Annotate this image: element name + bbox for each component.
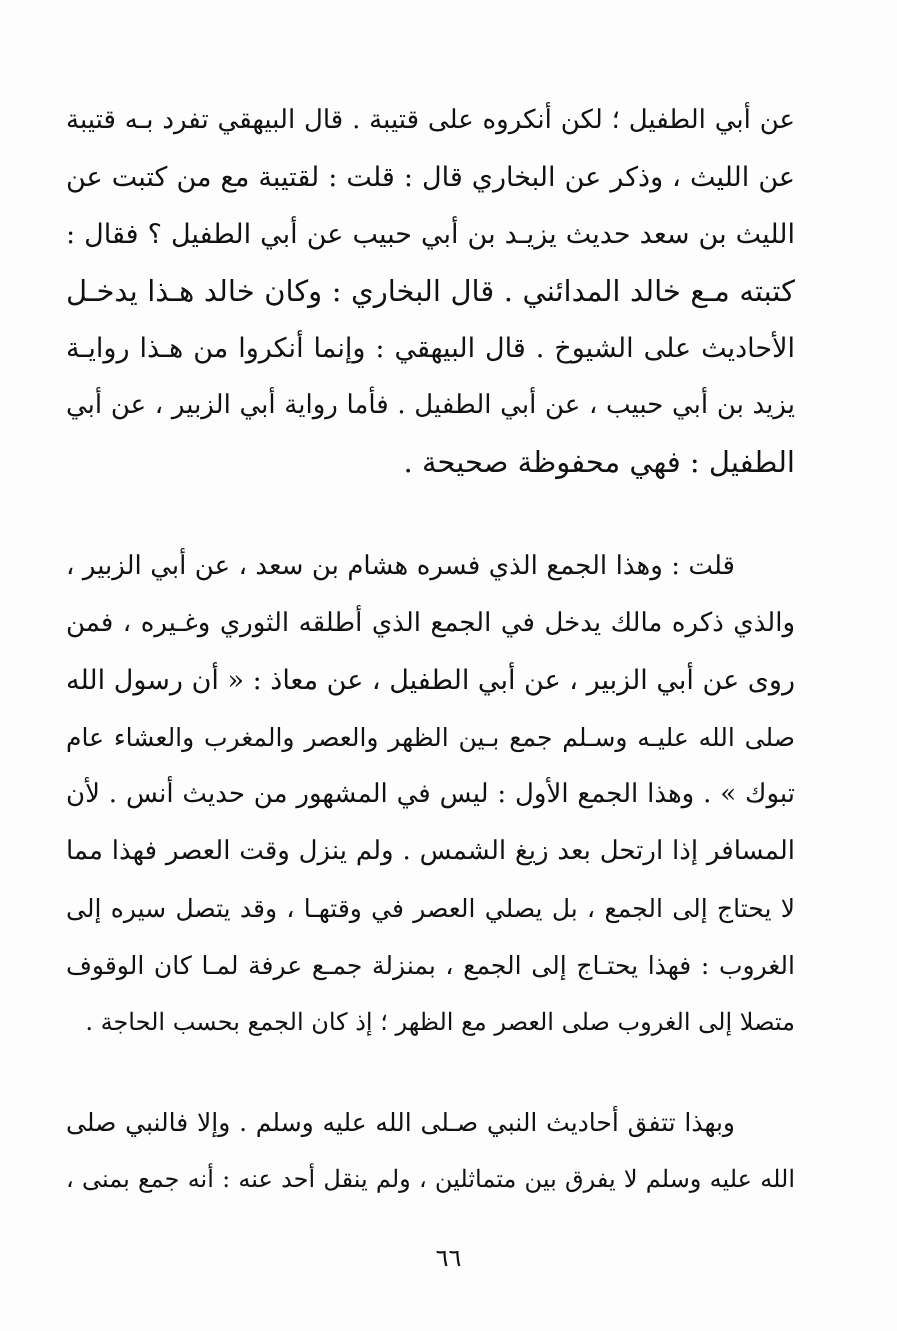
page-number: ٦٦ [435, 1244, 462, 1272]
text-line: روى عن أبي الزبير ، عن أبي الطفيل ، عن معاذ : « أن رسول الله [66, 665, 795, 696]
text-line: الغروب : فهذا يحتـاج إلى الجمع ، بمنزلة جمـع عرفة لمـا كان الوقوف [66, 951, 795, 980]
text-line: والذي ذكره مالك يدخل في الجمع الذي أطلقه الثوري وغـيره ، فمن [66, 608, 795, 638]
paragraph-3 [66, 1094, 795, 1208]
paragraph-1 [66, 92, 795, 491]
text-line: يزيد بن أبي حبيب ، عن أبي الطفيل . فأما رواية أبي الزبير ، عن أبي [66, 390, 795, 420]
text-line: كتبته مـع خالد المدائني . قال البخاري : وكان خالد هـذا يدخـل [66, 274, 795, 308]
text-line: لا يحتاج إلى الجمع ، بل يصلي العصر في وقتهـا ، وقد يتصل سيره إلى [66, 894, 795, 923]
text-line: الطفيل : فهي محفوظة صحيحة . [403, 445, 795, 479]
text-line: وبهذا تتفق أحاديث النبي صـلى الله عليه وسلم . وإلا فالنبي صلى [66, 1108, 735, 1137]
text-line: قلت : وهذا الجمع الذي فسره هشام بن سعد ، عن أبي الزبير ، [66, 551, 735, 581]
text-line: المسافر إذا ارتحل بعد زيغ الشمس . ولم ينزل وقت العصر فهذا مما [66, 836, 795, 866]
text-line: متصلا إلى الغروب صلى العصر مع الظهر ؛ إذ كان الجمع بحسب الحاجة . [85, 1008, 795, 1036]
text-line: صلى الله عليـه وسـلم جمع بـين الظهر والعصر والمغرب والعشاء عام [66, 723, 795, 752]
text-line: عن أبي الطفيل ؛ لكن أنكروه على قتيبة . قال البيهقي تفرد بـه قتيبة [66, 105, 795, 135]
text-line: الأحاديث على الشيوخ . قال البيهقي : وإنما أنكروا من هـذا روايـة [66, 333, 795, 364]
text-line: تبوك » . وهذا الجمع الأول : ليس في المشهور من حديث أنس . لأن [66, 779, 795, 809]
text-line: الليث بن سعد حديث يزيـد بن أبي حبيب عن أبي الطفيل ؟ فقال : [66, 219, 795, 250]
text-line: عن الليث ، وذكر عن البخاري قال : قلت : لقتيبة مع من كتبت عن [66, 162, 795, 193]
text-line: الله عليه وسلم لا يفرق بين متماثلين ، ولم ينقل أحد عنه : أنه جمع بمنى ، [66, 1165, 795, 1193]
paragraph-2 [66, 538, 795, 1051]
